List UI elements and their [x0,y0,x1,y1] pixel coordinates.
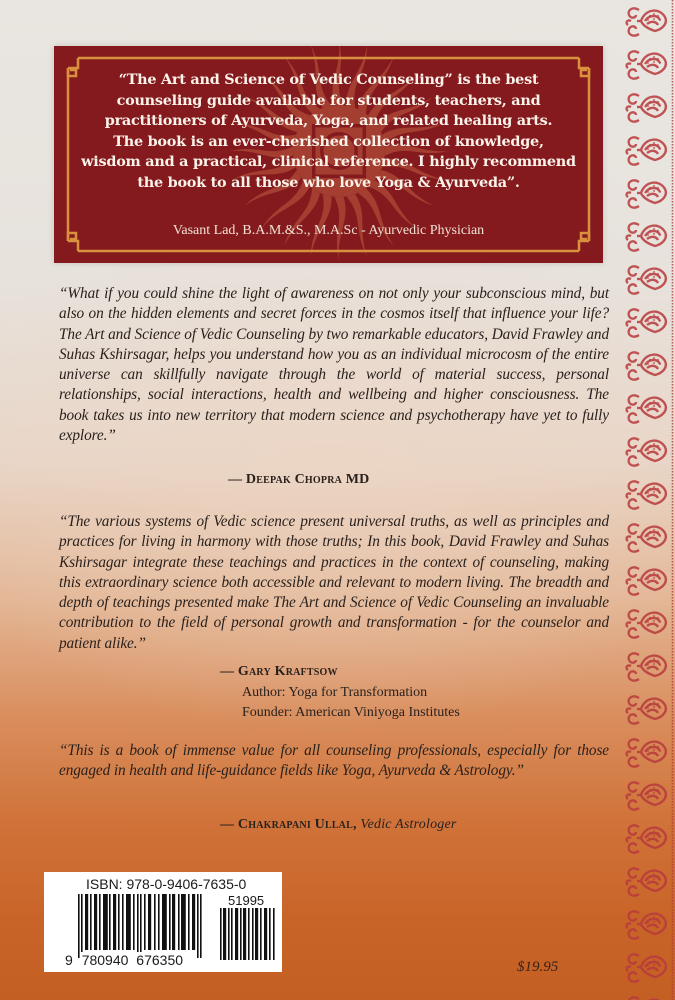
testimonial-quote-chopra: “What if you could shine the light of awareness on not only your subconscious mind, but also on the hidden elements and secret forces in the cosmos itself that influence your life? The Art and Science of Vedic Counseling by two remarkable educators, David Frawley and Suhas Kshirsagar, helps you understand how you as an individual microcosm of the entire universe can skillfully navigate through the world of material success, personal relationships, social interactions, health and wellbeing and higher consciousness. The book takes us into new territory that modern science and psychotherapy have yet to fully explore.” [59,285,609,445]
featured-endorsement-panel [54,46,603,263]
price: $19.95 [517,959,559,975]
quote-line: “The Art and Science of Vedic Counseling” is the best [118,71,539,88]
isbn-barcode [44,872,282,972]
quote-line: practitioners of Ayurveda, Yoga, and related healing arts. [104,112,553,129]
ean-right-digits: 676350 [136,952,184,968]
testimonial-author-ullal [220,817,457,833]
quote-line: wisdom and a practical, clinical reference. I highly recommend [81,153,576,170]
author-name: — Chakrapani Ullal, [220,817,357,832]
isbn-label: ISBN: 978-0-9406-7635-0 [86,876,247,892]
testimonial-author-kraftsow: — Gary Kraftsow [220,664,338,679]
addon-barcode-icon [219,908,277,960]
ean13-barcode-icon [76,894,204,958]
featured-endorsement-attribution: Vasant Lad, B.A.M.&S., M.A.Sc - Ayurvedic Physician [172,223,485,238]
price-addon-code: 51995 [228,893,265,908]
ean-left-digits: 780940 [81,952,129,968]
testimonial-author-chopra: — Deepak Chopra MD [228,472,370,487]
author-role: Vedic Astrologer [360,817,457,832]
kraftsow-credential-founder: Founder: American Viniyoga Institutes [242,705,460,720]
kraftsow-credential-author: Author: Yoga for Transformation [242,685,428,700]
quote-line: The book is an ever-cherished collection of knowledge, [113,132,544,150]
quote-line: counseling guide available for students, teachers, and [116,91,541,109]
lace-border-decoration [617,0,675,1000]
ean-first-digit: 9 [65,952,73,968]
featured-endorsement-quote [74,70,583,193]
testimonial-quote-ullal: “This is a book of immense value for all counseling professionals, especially for those engaged in health and life-guidance fields like Yoga, Ayurveda & Astrology.” [59,742,609,780]
ean-digits [64,952,184,968]
testimonial-quote-kraftsow: “The various systems of Vedic science present universal truths, as well as principles and practices for living in harmony with those truths; In this book, David Frawley and Suhas Kshirsagar integrate these teachings and practices in the context of counseling, making this extraordinary science both accessible and relevant to modern living. The breadth and depth of teachings presented make The Art and Science of Vedic Counseling an invaluable contribution to the field of personal growth and transformation - for the counselor and patient alike.” [59,513,609,652]
quote-line: the book to all those who love Yoga & Ayurveda”. [137,173,520,191]
